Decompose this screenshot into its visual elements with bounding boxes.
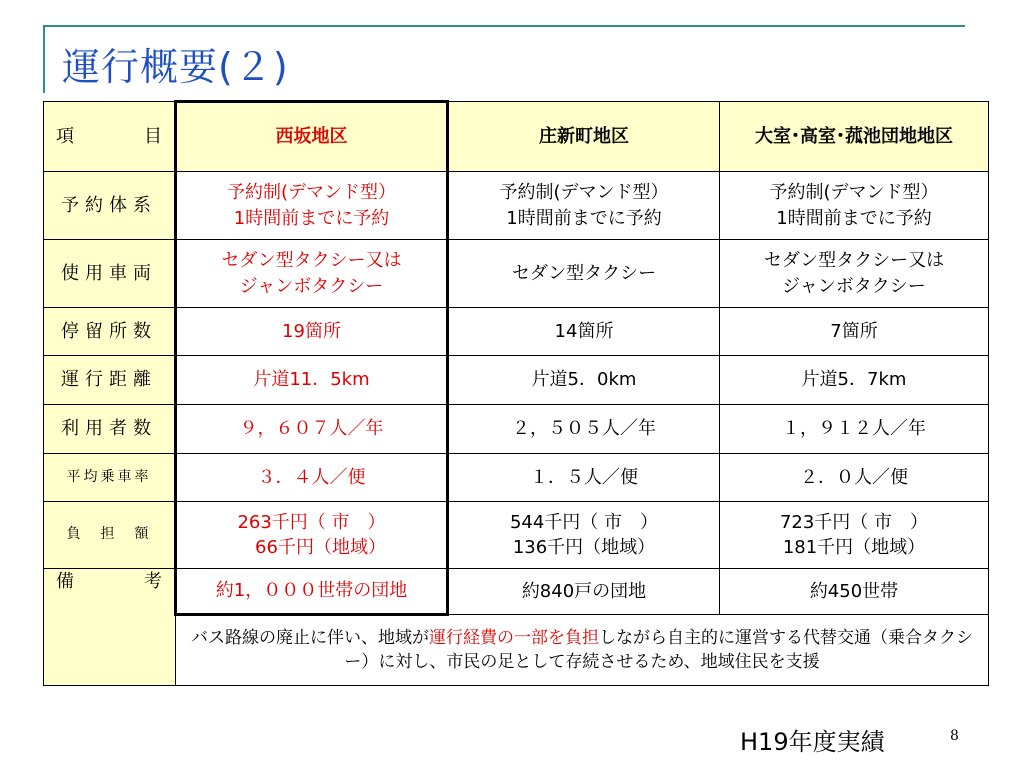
cell-shoshinmachi: １．５人／便 <box>448 454 720 502</box>
table-row <box>44 615 989 686</box>
cell-nishisaka: ３．４人／便 <box>176 454 448 502</box>
remarks-note <box>176 615 989 686</box>
cell-nishisaka: セダン型タクシー又は ジャンボタクシー <box>176 240 448 308</box>
row-label: 負 担 額 <box>44 502 176 569</box>
fiscal-year-note: H19年度実績 <box>740 728 885 756</box>
table-row <box>44 569 989 615</box>
header-row <box>44 102 989 172</box>
cell-shoshinmachi: 約840戸の団地 <box>448 569 720 615</box>
table-row <box>44 502 989 569</box>
cell-omuro: 片道5．7km <box>720 356 989 405</box>
cell-shoshinmachi: 14箇所 <box>448 308 720 356</box>
row-label: 平均乗車率 <box>44 454 176 502</box>
cell-nishisaka: 片道11．5km <box>176 356 448 405</box>
cell-shoshinmachi: セダン型タクシー <box>448 240 720 308</box>
cell-omuro: ２．０人／便 <box>720 454 989 502</box>
table-row <box>44 240 989 308</box>
table-row <box>44 454 989 502</box>
table-row <box>44 308 989 356</box>
cell-shoshinmachi: 544千円（ 市 ） 136千円（地域） <box>448 502 720 569</box>
cell-nishisaka: ９，６０７人／年 <box>176 405 448 454</box>
cell-omuro: １，９１２人／年 <box>720 405 989 454</box>
note-text: バス路線の廃止に伴い、地域が <box>191 627 429 648</box>
title-rule-horizontal <box>43 25 965 27</box>
cell-omuro: 7箇所 <box>720 308 989 356</box>
table-row <box>44 172 989 240</box>
row-label: 停留所数 <box>44 308 176 356</box>
table-row <box>44 356 989 405</box>
cell-omuro: 723千円（ 市 ） 181千円（地域） <box>720 502 989 569</box>
row-label: 備 考 <box>44 569 176 686</box>
row-label: 予約体系 <box>44 172 176 240</box>
page-title: 運行概要(２) <box>62 45 289 89</box>
row-label: 運行距離 <box>44 356 176 405</box>
table-row <box>44 405 989 454</box>
row-label: 使用車両 <box>44 240 176 308</box>
cell-shoshinmachi: 予約制(デマンド型） 1時間前までに予約 <box>448 172 720 240</box>
note-highlight: 運行経費の一部を負担 <box>429 627 599 648</box>
cell-shoshinmachi: ２，５０５人／年 <box>448 405 720 454</box>
page-number: 8 <box>950 728 959 744</box>
cell-nishisaka: 約1，０００世帯の団地 <box>176 569 448 615</box>
header-nishisaka: 西坂地区 <box>176 102 448 172</box>
cell-nishisaka: 19箇所 <box>176 308 448 356</box>
cell-omuro: 予約制(デマンド型） 1時間前までに予約 <box>720 172 989 240</box>
cell-shoshinmachi: 片道5．0km <box>448 356 720 405</box>
cell-omuro: 約450世帯 <box>720 569 989 615</box>
header-item: 項 目 <box>44 102 176 172</box>
note-text: しながら自主的に運営する代替交通（乗合タクシー）に対し、市民の足として存続させるため、地域住民を支援 <box>344 627 973 672</box>
cell-nishisaka: 予約制(デマンド型） 1時間前までに予約 <box>176 172 448 240</box>
row-label: 利用者数 <box>44 405 176 454</box>
header-shoshinmachi: 庄新町地区 <box>448 102 720 172</box>
title-rule-vertical <box>43 25 45 93</box>
cell-nishisaka: 263千円（ 市 ） 66千円（地域） <box>176 502 448 569</box>
cell-omuro: セダン型タクシー又は ジャンボタクシー <box>720 240 989 308</box>
header-omuro: 大室･高室･菰池団地地区 <box>720 102 989 172</box>
overview-table <box>43 100 989 686</box>
